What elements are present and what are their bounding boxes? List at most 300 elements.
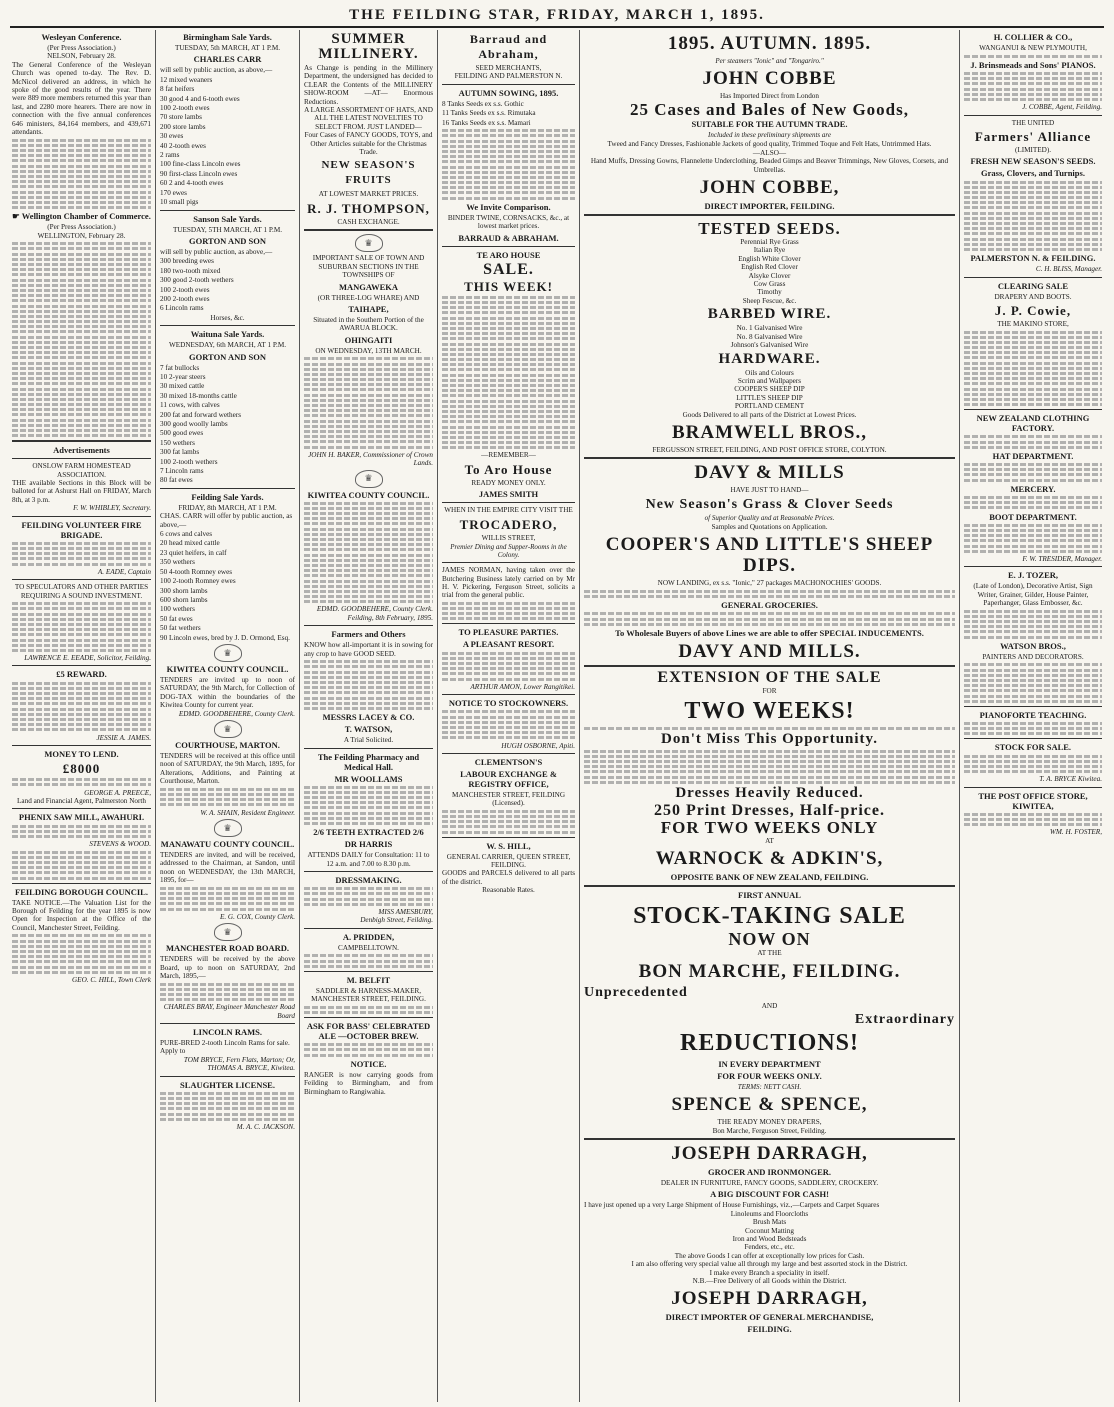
list-item: 100 2-tooth Romney ewes bbox=[160, 577, 236, 586]
now-on: NOW ON bbox=[728, 929, 811, 950]
hardware-list bbox=[584, 369, 955, 411]
summer-heading: SUMMER MILLINERY. bbox=[318, 31, 419, 62]
list-item: 90 Lincoln ewes, bred by J. D. Ormond, Esq. bbox=[160, 633, 290, 642]
conference-place: NELSON, February 28. bbox=[47, 52, 116, 61]
iron: Iron and Wood Bedsteads bbox=[732, 1235, 807, 1244]
cobbe-agent: J. COBBE, Agent, Feilding. bbox=[1022, 103, 1102, 112]
tested-seeds: TESTED SEEDS. bbox=[698, 219, 841, 239]
empire-city: WHEN IN THE EMPIRE CITY VISIT THE bbox=[444, 506, 573, 515]
miss-opportunity: Don't Miss This Opportunity. bbox=[661, 731, 878, 748]
column-1 bbox=[8, 30, 156, 1402]
reductions: REDUCTIONS! bbox=[679, 1030, 860, 1057]
premier-dining: Premier Dining and Supper-Rooms in the Colony. bbox=[450, 543, 567, 560]
lino: Linoleums and Floorcloths bbox=[730, 1209, 809, 1218]
sanson-heading: Sanson Sale Yards. bbox=[193, 213, 262, 224]
samples-text: Samples and Quotations on Application. bbox=[711, 522, 828, 531]
conference-text-continued bbox=[12, 139, 151, 209]
ranger-body: RANGER is now carrying goods from Feilding to Birmingham, and from Birmingham to Rangiwahia. bbox=[304, 1070, 433, 1096]
grass-clovers: Grass, Clovers, and Turnips. bbox=[981, 168, 1085, 179]
kiwitea-council-signature: EDMD. GOODBEHERE, County Clerk. Feilding, 8th February, 1895. bbox=[316, 605, 433, 622]
fruits-sub: AT LOWEST MARKET PRICES. bbox=[318, 190, 419, 199]
davy-sub: HAVE JUST TO HAND— bbox=[730, 486, 809, 495]
bass-ale: ASK FOR BASS' CELEBRATED ALE —OCTOBER BREW. bbox=[306, 1020, 431, 1041]
hill-name: W. S. HILL, bbox=[486, 840, 531, 851]
masthead: THE FEILDING STAR, FRIDAY, MARCH 1, 1895. bbox=[10, 4, 1104, 28]
money-signature-title: Land and Financial Agent, Palmerston North bbox=[17, 796, 146, 805]
fancy-goods-text: Four Cases of FANCY GOODS, TOYS, and Other Articles suitable for the Christmas Trade. bbox=[304, 131, 433, 157]
every-department: IN EVERY DEPARTMENT bbox=[718, 1059, 821, 1070]
road-board-body: TENDERS will be received by the above Board, up to noon on SATURDAY, 2nd March, 1895,— bbox=[160, 955, 295, 980]
wellington-heading: ☛ Wellington Chamber of Commerce. bbox=[12, 211, 151, 222]
list-item: 200 2-tooth ewes bbox=[160, 294, 210, 303]
trocadero: TROCADERO, bbox=[459, 516, 558, 532]
darragh-sub: GROCER AND IRONMONGER. bbox=[707, 1167, 832, 1177]
lacey-name: MESSRS LACEY & CO. bbox=[322, 712, 415, 723]
mercery: MERCERY. bbox=[1010, 483, 1056, 494]
feilding-yards-date: FRIDAY, 8th MARCH, AT 1 P.M. bbox=[178, 503, 277, 512]
darragh-name-2: JOSEPH DARRAGH, bbox=[671, 1288, 868, 1310]
list-item: 300 fat lambs bbox=[160, 448, 200, 457]
list-item: 300 good woolly lambs bbox=[160, 420, 228, 428]
remember: —REMEMBER— bbox=[481, 451, 536, 460]
warnock-sub: OPPOSITE BANK OF NEW ZEALAND, FEILDING. bbox=[670, 872, 869, 883]
james-smith: JAMES SMITH bbox=[478, 489, 539, 500]
belfit-sub: SADDLER & HARNESS-MAKER, MANCHESTER STREET, FEILDING. bbox=[311, 986, 426, 1004]
list-item: 8 Tanks Seeds ex s.s. Gothic bbox=[442, 99, 524, 108]
list-item: 100 2-tooth ewes bbox=[160, 104, 210, 113]
speculators-heading: TO SPECULATORS AND OTHER PARTIES REQUIRING A SOUND INVESTMENT. bbox=[14, 583, 149, 600]
sale-heading: IMPORTANT SALE OF TOWN AND SUBURBAN SECTIONS IN THE TOWNSHIPS OF bbox=[312, 254, 425, 280]
courthouse-body: TENDERS will be received at this office until noon of SATURDAY, the 9th March, 1895, for Alterations, Additions, and Painting at Courthouse, Marton. bbox=[160, 751, 295, 786]
bramwell-sub: FERGUSSON STREET, FEILDING, AND POST OFFICE STORE, COLYTON. bbox=[652, 445, 887, 454]
hill-sub: GENERAL CARRIER, QUEEN STREET, FEILDING. bbox=[446, 852, 571, 870]
sale-heading: SALE. bbox=[483, 260, 534, 278]
reasonable-rates: Reasonable Rates. bbox=[482, 886, 535, 895]
spence-name: SPENCE & SPENCE, bbox=[671, 1094, 868, 1116]
delivered-text: Goods Delivered to all parts of the District at Lowest Prices. bbox=[682, 410, 857, 419]
list-item: 80 fat ewes bbox=[160, 476, 193, 485]
list-item: 90 first-class Lincoln ewes bbox=[160, 169, 238, 178]
dressmaking-heading: DRESSMAKING. bbox=[335, 875, 402, 886]
list-item: 10 small pigs bbox=[160, 198, 199, 207]
feilding-yards-heading: Feilding Sale Yards. bbox=[191, 491, 264, 502]
autumn-header: 1895. AUTUMN. 1895. bbox=[667, 33, 872, 54]
included-text: Included in these preliminary shipments are bbox=[708, 131, 831, 140]
onslow-heading: ONSLOW FARM HOMESTEAD ASSOCIATION. bbox=[32, 462, 131, 479]
feilding-yards-body: CHAS. CARR will offer by public auction, as above,— bbox=[160, 512, 293, 529]
stock-for-sale: STOCK FOR SALE. bbox=[994, 742, 1072, 753]
cobbe-name-2: JOHN COBBE, bbox=[699, 177, 840, 199]
courthouse-heading: COURTHOUSE, MARTON. bbox=[175, 739, 280, 750]
kiwitea-council-heading: KIWITEA COUNTY COUNCIL. bbox=[307, 489, 430, 500]
conference-body: The General Conference of the Wesleyan Church was opened to-day. The Rev. D. McNicol delivered an address, in which he spoke of the good results of the year. There were 889 more members returned this year than last, and 2280 more hearers. There are now in connection with the five annual conferences 646 ministers, 84,164 members, and 439,671 attendants. bbox=[12, 60, 151, 137]
barraud-name: Barraud and Abraham, bbox=[469, 32, 548, 61]
list-item: 500 good ewes bbox=[160, 429, 204, 438]
coat-of-arms-icon: ♛ bbox=[214, 720, 242, 738]
darragh-place: FEILDING. bbox=[747, 1324, 792, 1335]
summer-body: As Change is pending in the Millinery Department, the undersigned has decided to CLEAR the Contents of the MILLINERY SHOW-ROOM —AT— Enormous Reductions. bbox=[304, 64, 433, 106]
for-text: FOR bbox=[762, 686, 777, 695]
warnock-name: WARNOCK & ADKIN'S, bbox=[655, 848, 884, 870]
slaughter-heading: SLAUGHTER LICENSE. bbox=[180, 1079, 275, 1090]
phenix-signature: STEVENS & WOOD. bbox=[89, 840, 151, 849]
labour-sub: MANCHESTER STREET, FEILDING (Licensed). bbox=[451, 790, 566, 808]
coat-of-arms-icon: ♛ bbox=[214, 644, 242, 662]
at-text: AT bbox=[765, 836, 774, 845]
lincoln-heading: LINCOLN RAMS. bbox=[193, 1027, 262, 1038]
suitable-text: SUITABLE FOR THE AUTUMN TRADE. bbox=[691, 119, 848, 130]
list-item: 600 shorn lambs bbox=[160, 595, 208, 604]
list-item: 8 fat heifers bbox=[160, 85, 195, 94]
list-item: 300 breeding ewes bbox=[160, 257, 214, 266]
reward-signature: JESSIE A. JAMES. bbox=[96, 733, 151, 742]
seeds-list bbox=[584, 238, 955, 305]
money-amount: £8000 bbox=[62, 760, 101, 776]
list-item: 60 2 and 4-tooth ewes bbox=[160, 179, 224, 188]
list-item: 50 4-tooth Romney ewes bbox=[160, 567, 233, 576]
parcels-text: GOODS and PARCELS delivered to all parts of the district. bbox=[442, 869, 575, 886]
column-5 bbox=[580, 30, 960, 1402]
list-item: Scrim and Wallpapers bbox=[737, 376, 802, 385]
steamers-text: Per steamers "Ionic" and "Tongariro." bbox=[715, 57, 824, 65]
clementson-name: CLEMENTSON'S bbox=[474, 756, 543, 767]
watson-sub: A Trial Solicited. bbox=[343, 736, 394, 745]
list-item: 50 fat ewes bbox=[160, 614, 193, 623]
farmers-alliance: Farmers' Alliance bbox=[974, 128, 1092, 144]
cobbe-sub: DIRECT IMPORTER, FEILDING. bbox=[704, 201, 835, 212]
list-item: 2 rams bbox=[160, 151, 180, 160]
cowie-sub: THE MAKINO STORE, bbox=[997, 319, 1069, 328]
hand-pointer-icon: ☛ bbox=[12, 211, 22, 222]
clearing-sale: CLEARING SALE bbox=[997, 280, 1069, 291]
hats-text: A LARGE ASSORTMENT OF HATS, AND ALL THE LATEST NOVELTIES TO SELECT FROM. JUST LANDED— bbox=[304, 106, 433, 131]
notice-heading: NOTICE. bbox=[350, 1058, 387, 1069]
dresses-reduced: Dresses Heavily Reduced. bbox=[675, 784, 864, 801]
barbed-list bbox=[584, 324, 955, 349]
list-item: English White Clover bbox=[738, 254, 801, 263]
harris-name: DR HARRIS bbox=[344, 839, 393, 850]
column-2 bbox=[156, 30, 300, 1402]
waituna-heading: Waituna Sale Yards. bbox=[190, 329, 265, 340]
osborne-signature: HUGH OSBORNE, Apiti. bbox=[501, 741, 575, 750]
wellington-text bbox=[12, 242, 151, 437]
list-item: 11 Tanks Seeds ex s.s. Rimutaka bbox=[442, 109, 536, 118]
farmers-body: KNOW how all-important it is in sowing for any crop to have GOOD SEED. bbox=[304, 641, 433, 658]
stockowners-heading: NOTICE TO STOCKOWNERS. bbox=[448, 698, 569, 709]
groceries: GENERAL GROCERIES. bbox=[721, 600, 818, 611]
grass-sub: of Superior Quality and at Reasonable Prices. bbox=[704, 513, 835, 522]
fenders: Fenders, etc., etc. bbox=[744, 1243, 795, 1252]
grass-seeds: New Season's Grass & Clover Seeds bbox=[645, 496, 894, 512]
borough-heading: FEILDING BOROUGH COUNCIL. bbox=[15, 886, 148, 897]
barraud-sub: SEED MERCHANTS, bbox=[475, 64, 542, 72]
column-6 bbox=[960, 30, 1106, 1402]
birmingham-date: TUESDAY, 5th MARCH, AT 1 P.M. bbox=[174, 44, 281, 52]
list-item: LITTLE'S SHEEP DIP bbox=[736, 393, 803, 402]
list-item: English Red Clover bbox=[741, 263, 798, 272]
bryce-signature: T. A. BRYCE Kiwitea. bbox=[1039, 775, 1102, 784]
amesbury-address: Denbigh Street, Feilding. bbox=[360, 916, 433, 925]
muffs-text: Hand Muffs, Dressing Gowns, Flannelette Underclothing, Beaded Gimps and Beaver Trimmings, New Gloves, Corsets, and Umbrellas. bbox=[590, 157, 949, 174]
list-item: 16 Tanks Seeds ex s.s. Mamari bbox=[442, 118, 531, 127]
cowie-name: J. P. Cowie, bbox=[994, 302, 1072, 318]
list-item: 20 head mixed cattle bbox=[160, 539, 220, 548]
cases-heading: 25 Cases and Bales of New Goods, bbox=[630, 100, 909, 120]
hardware: HARDWARE. bbox=[718, 350, 821, 367]
te-aro-heading: TE ARO HOUSE bbox=[476, 249, 541, 260]
for-two-weeks: FOR TWO WEEKS ONLY bbox=[660, 817, 879, 837]
harris-sub: ATTENDS DAILY for Consultation: 11 to 12 a.m. and 7.00 to 8.30 p.m. bbox=[307, 851, 430, 868]
ready-money: READY MONEY ONLY. bbox=[471, 478, 546, 487]
cobbe-name: JOHN COBBE bbox=[702, 68, 837, 89]
list-item: 7 fat bullocks bbox=[160, 363, 200, 372]
also-text: —ALSO— bbox=[752, 148, 787, 157]
list-item: Oils and Colours bbox=[745, 368, 794, 377]
at-the: AT THE bbox=[757, 949, 782, 958]
kiwitea-signature: EDMD. GOODBEHERE, County Clerk. bbox=[178, 709, 295, 718]
advertisements-heading: Advertisements bbox=[53, 445, 110, 456]
coconut: Coconut Matting bbox=[745, 1226, 794, 1235]
discount-text: A BIG DISCOUNT FOR CASH! bbox=[710, 1189, 829, 1200]
list-item: 30 mixed cattle bbox=[160, 382, 205, 391]
onslow-body: THE available Sections in this Block will be balloted for at Ashurst Hall on FRIDAY, March 8th, at 3 p.m. bbox=[12, 479, 151, 504]
brigade-signature: A. EADE, Captain bbox=[97, 567, 151, 576]
waituna-date: WEDNESDAY, 6th MARCH, AT 1 P.M. bbox=[168, 341, 287, 350]
foster-signature: WM. H. FOSTER, bbox=[1049, 828, 1102, 837]
and-text: AND bbox=[761, 1001, 778, 1010]
binder-twine: BINDER TWINE, CORNSACKS, &c., at lowest market prices. bbox=[447, 213, 570, 231]
reward-heading: £5 REWARD. bbox=[56, 669, 107, 680]
list-item: 170 ewes bbox=[160, 188, 187, 197]
belfit-name: M. BELFIT bbox=[346, 974, 391, 985]
list-item: 30 mixed 18-months cattle bbox=[160, 391, 237, 400]
list-item: Italian Rye bbox=[753, 246, 786, 255]
gorton-name-2: GORTON AND SON bbox=[188, 351, 266, 362]
extraordinary: Extraordinary bbox=[854, 1012, 955, 1028]
feilding-yards-list bbox=[160, 530, 295, 642]
list-item: 11 cows, with calves bbox=[160, 401, 220, 410]
list-item: 100 wethers bbox=[160, 605, 195, 614]
road-board-signature: CHARLES BRAY, Engineer Manchester Road Board bbox=[163, 1003, 295, 1020]
list-item: Cow Grass bbox=[753, 280, 786, 289]
manawatu-signature: E. G. COX, County Clerk. bbox=[219, 912, 295, 921]
conference-heading: Wesleyan Conference. bbox=[41, 32, 122, 42]
norman-body: JAMES NORMAN, having taken over the Butchering Business lately carried on by Mr H. V. Pickering, Ferguson Street, solicits a trial from the general public. bbox=[442, 566, 575, 600]
above-text: The above Goods I can offer at exceptionally low prices for Cash. bbox=[674, 1251, 865, 1260]
taihape-sub: Situated in the Southern Portion of the AWARUA BLOCK. bbox=[313, 315, 424, 333]
free-delivery: N.B.—Free Delivery of all Goods within the District. bbox=[692, 1277, 847, 1286]
sanson-list bbox=[160, 257, 295, 322]
courthouse-signature: W. A. SHAIN, Resident Engineer. bbox=[200, 808, 295, 817]
list-item: PORTLAND CEMENT bbox=[734, 402, 805, 411]
columns bbox=[8, 30, 1106, 1402]
list-item: 30 good 4 and 6-tooth ewes bbox=[160, 94, 240, 103]
sheep-dips: COOPER'S AND LITTLE'S SHEEP DIPS. bbox=[605, 534, 934, 577]
slaughter-signature: M. A. C. JACKSON. bbox=[236, 1123, 295, 1131]
davy-mills-name-2: DAVY AND MILLS. bbox=[678, 640, 861, 662]
tresider-manager: F. W. TRESIDER, Manager. bbox=[1022, 554, 1102, 563]
watson-name: T. WATSON, bbox=[344, 724, 393, 735]
lincoln-signature: TOM BRYCE, Fern Flats, Marton; Or, THOMAS A. BRYCE, Kiwitea. bbox=[183, 1055, 295, 1073]
tozer-name: E. J. TOZER, bbox=[1008, 570, 1058, 581]
list-item: 100 2-tooth ewes bbox=[160, 285, 210, 294]
crown-lands-signature: JOHN H. BAKER, Commissioner of Crown Lands. bbox=[308, 450, 433, 468]
list-item: 30 ewes bbox=[160, 132, 184, 141]
thompson-sub: CASH EXCHANGE. bbox=[337, 217, 400, 226]
column-3 bbox=[300, 30, 438, 1402]
coat-of-arms-icon: ♛ bbox=[214, 923, 242, 941]
road-board-heading: MANCHESTER ROAD BOARD. bbox=[165, 943, 290, 954]
spence-address: Bon Marche, Ferguson Street, Feilding. bbox=[712, 1126, 827, 1135]
speculators-signature: LAWRENCE E. EEADE, Solicitor, Feilding. bbox=[24, 654, 151, 663]
pleasant-resort: A PLEASANT RESORT. bbox=[462, 639, 555, 650]
wellington-place: WELLINGTON, February 28. bbox=[37, 231, 126, 240]
list-item: 50 fat wethers bbox=[160, 624, 201, 633]
kiwitea-heading: KIWITEA COUNTY COUNCIL. bbox=[166, 663, 289, 674]
manawatu-heading: MANAWATU COUNTY COUNCIL. bbox=[160, 838, 295, 849]
kiwitea-body: TENDERS are invited up to noon of SATURDAY, the 9th March, for Collection of DOG-TAX within the boundaries of the Kiwitea County for current year. bbox=[160, 675, 295, 710]
conference-source: (Per Press Association.) bbox=[47, 44, 116, 52]
ohingaiti-date: ON WEDNESDAY, 13TH MARCH. bbox=[315, 346, 422, 355]
amon-signature: ARTHUR AMON, Lower Rangitikei. bbox=[470, 682, 575, 691]
tozer-sub: (Late of London), Decorative Artist, Sign Writer, Grainer, Gilder, House Painter, Paperhanger, Glass Embosser, &c. bbox=[973, 582, 1093, 608]
onslow-signature: F. W. WHIBLEY, Secretary. bbox=[73, 504, 151, 513]
tweed-text: Tweed and Fancy Dresses, Fashionable Jackets of good quality, Trimmed Toque and Felt Hats, Untrimmed Hats. bbox=[607, 140, 932, 149]
barraud-place: FEILDING AND PALMERSTON N. bbox=[454, 72, 563, 81]
list-item: Johnson's Galvanised Wire bbox=[730, 341, 809, 350]
coat-of-arms-icon: ♛ bbox=[355, 234, 383, 252]
carr-name: CHARLES CARR bbox=[193, 54, 262, 65]
manawatu-body: TENDERS are invited, and will be received, addressed to the Chairman, at Sandon, until noon on WEDNESDAY, the 13th MARCH, 1895, for— bbox=[160, 850, 295, 885]
birmingham-heading: Birmingham Sale Yards. bbox=[183, 32, 272, 42]
amesbury-name: MISS AMESBURY, bbox=[378, 907, 433, 916]
list-item: 100 2-tooth wethers bbox=[160, 457, 218, 466]
autumn-sowing: AUTUMN SOWING, 1895. bbox=[458, 87, 559, 98]
bramwell-ad bbox=[584, 219, 955, 411]
list-item: 300 shorn lambs bbox=[160, 586, 208, 595]
farmers-limited: (LIMITED). bbox=[1014, 145, 1052, 154]
hat-department: HAT DEPARTMENT. bbox=[992, 450, 1074, 461]
mats: Brush Mats bbox=[752, 1218, 787, 1227]
farmers-pre: THE UNITED bbox=[1011, 118, 1055, 127]
dealer-text: DEALER IN FURNITURE, FANCY GOODS, SADDLERY, CROCKERY. bbox=[660, 1179, 879, 1187]
barbed-wire: BARBED WIRE. bbox=[707, 306, 832, 323]
teeth-extracted: 2/6 TEETH EXTRACTED 2/6 bbox=[313, 827, 424, 838]
mangaweka-sub: (OR THREE-LOG WHARE) AND bbox=[317, 293, 420, 302]
list-item: 6 cows and calves bbox=[160, 530, 213, 539]
list-item: 12 mixed weaners bbox=[160, 75, 213, 84]
gorton-name: GORTON AND SON bbox=[188, 235, 266, 246]
four-weeks: FOR FOUR WEEKS ONLY. bbox=[717, 1071, 822, 1082]
borough-signature: GEO. C. HILL, Town Clerk bbox=[71, 975, 151, 984]
list-item: Sheep Fescue, &c. bbox=[742, 296, 797, 305]
list-item: Timothy bbox=[757, 288, 782, 297]
barraud-signature: BARRAUD & ABRAHAM. bbox=[458, 232, 559, 243]
list-item: 7 Lincoln rams bbox=[160, 467, 204, 476]
davy-mills-name: DAVY & MILLS bbox=[694, 462, 845, 484]
list-item: No. 1 Galvanised Wire bbox=[736, 324, 803, 333]
phenix-heading: PHENIX SAW MILL, AWAHURI. bbox=[18, 812, 145, 823]
list-item: No. 8 Galvanised Wire bbox=[736, 332, 803, 341]
two-weeks: TWO WEEKS! bbox=[684, 698, 855, 725]
list-item: 23 quiet heifers, in calf bbox=[160, 548, 227, 557]
list-item: Alsyke Clover bbox=[748, 271, 791, 280]
watson-sub: PAINTERS AND DECORATORS. bbox=[982, 652, 1084, 661]
terms: TERMS: NETT CASH. bbox=[737, 1083, 802, 1092]
money-heading: MONEY TO LEND. bbox=[44, 748, 119, 759]
darragh-sub-2: DIRECT IMPORTER OF GENERAL MERCHANDISE, bbox=[665, 1312, 874, 1323]
special-text: I am also offering very special value all through my large and best assorted stock in the District. bbox=[631, 1260, 908, 1269]
bliss-manager: C. H. BLISS, Manager. bbox=[1035, 265, 1102, 274]
list-item: 10 2-year steers bbox=[160, 372, 206, 381]
list-item: 70 store lambs bbox=[160, 113, 202, 122]
birmingham-list bbox=[160, 76, 295, 207]
list-item: 100 fine-class Lincoln ewes bbox=[160, 160, 241, 169]
pridden-sub: CAMPBELLTOWN. bbox=[338, 943, 399, 952]
mangaweka-name: MANGAWEKA bbox=[338, 281, 399, 292]
column-4 bbox=[438, 30, 580, 1402]
list-item: Horses, &c. bbox=[210, 313, 245, 322]
money-signature: GEORGE A. PREECE, bbox=[84, 788, 151, 797]
fresh-seeds: FRESH NEW SEASON'S SEEDS. bbox=[970, 156, 1096, 167]
list-item: 40 2-tooth ewes bbox=[160, 141, 206, 150]
ohingaiti-name: OHINGAITI bbox=[344, 334, 393, 345]
coat-of-arms-icon: ♛ bbox=[355, 470, 383, 488]
list-item: 180 two-tooth mixed bbox=[160, 266, 221, 275]
clothing-factory: NEW ZEALAND CLOTHING FACTORY. bbox=[976, 413, 1090, 434]
pharmacy-heading: The Feilding Pharmacy and Medical Hall. bbox=[317, 751, 420, 772]
watson-bros: WATSON BROS., bbox=[1000, 640, 1066, 651]
list-item: 150 wethers bbox=[160, 438, 195, 447]
lincoln-body: PURE-BRED 2-tooth Lincoln Rams for sale. Apply to bbox=[160, 1039, 290, 1056]
sanson-date: TUESDAY, 5TH MARCH, AT 1 P.M. bbox=[172, 225, 283, 234]
list-item: 6 Lincoln rams bbox=[160, 304, 204, 313]
spence-sub: THE READY MONEY DRAPERS, bbox=[717, 1118, 822, 1127]
print-dresses: 250 Print Dresses, Half-price. bbox=[654, 801, 885, 819]
imported-text: Has Imported Direct from London bbox=[719, 92, 819, 100]
landing-text: NOW LANDING, ex s.s. "Ionic," 27 packages MACHONOCHIES' GOODS. bbox=[657, 579, 882, 588]
taihape-name: TAIHAPE, bbox=[348, 303, 389, 314]
labour-exchange: LABOUR EXCHANGE & REGISTRY OFFICE, bbox=[460, 768, 557, 789]
bon-marche: BON MARCHE, FEILDING. bbox=[638, 960, 901, 982]
borough-body: TAKE NOTICE.—The Valuation List for the Borough of Feilding for the year 1895 is now Open for Inspection at the Office of the Council, Manchester Street, Feilding. bbox=[12, 898, 151, 932]
fruits-heading: NEW SEASON'S FRUITS bbox=[321, 159, 416, 187]
stocktaking-heading: STOCK-TAKING SALE bbox=[633, 903, 906, 930]
boot-department: BOOT DEPARTMENT. bbox=[989, 511, 1077, 522]
palmerston-feilding: PALMERSTON N. & FEILDING. bbox=[970, 253, 1096, 264]
pleasure-parties: TO PLEASURE PARTIES. bbox=[458, 627, 559, 638]
collier-name: H. COLLIER & CO., bbox=[993, 32, 1073, 42]
list-item: 300 good 2-tooth wethers bbox=[160, 276, 234, 285]
waituna-list bbox=[160, 364, 295, 485]
list-item: 350 wethers bbox=[160, 558, 195, 567]
just-opened: I have just opened up a very Large Shipment of House Furnishings, viz.,—Carpets and Carpet Squares bbox=[584, 1201, 880, 1210]
thompson-name: R. J. THOMPSON, bbox=[307, 200, 430, 216]
drapery-boots: DRAPERY AND BOOTS. bbox=[994, 292, 1072, 301]
first-annual: FIRST ANNUAL bbox=[738, 890, 801, 901]
collier-sub: WANGANUI & NEW PLYMOUTH, bbox=[979, 44, 1087, 52]
list-item: 200 store lambs bbox=[160, 122, 206, 131]
gorton-body: will sell by public auction, as above,— bbox=[160, 247, 273, 256]
list-item: Perennial Rye Grass bbox=[740, 238, 799, 247]
wellington-source: (Per Press Association.) bbox=[47, 223, 116, 232]
brinsmead-pianos: J. Brinsmeads and Sons' PIANOS. bbox=[970, 59, 1096, 70]
coat-of-arms-icon: ♛ bbox=[214, 819, 242, 837]
list-item: 200 fat and forward wethers bbox=[160, 410, 242, 419]
extension-heading: EXTENSION OF THE SALE bbox=[657, 668, 882, 686]
darragh-name: JOSEPH DARRAGH, bbox=[671, 1143, 868, 1164]
post-office-store: THE POST OFFICE STORE, KIWITEA, bbox=[978, 790, 1088, 811]
